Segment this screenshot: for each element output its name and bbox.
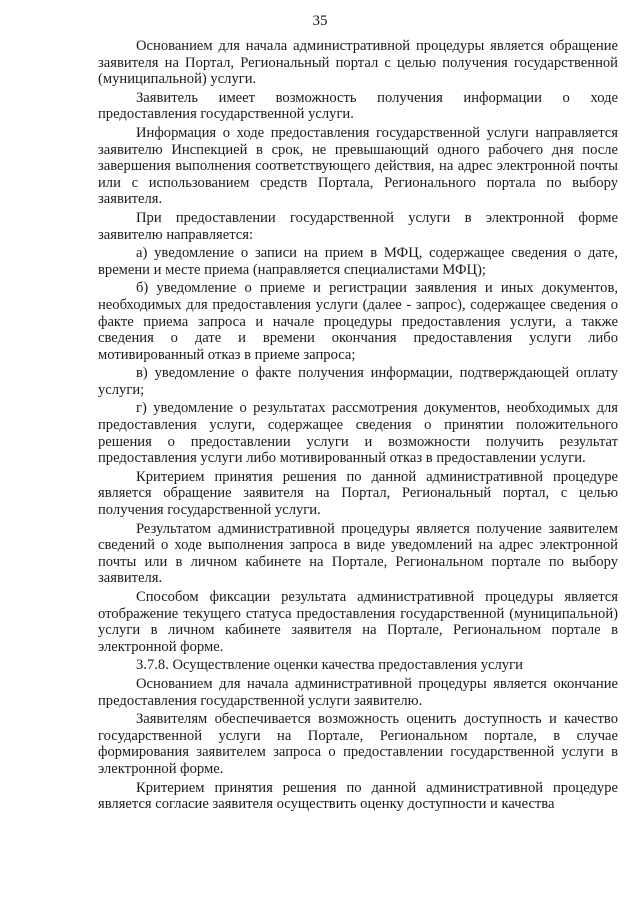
paragraph: Основанием для начала административной процедуры является обращение заявителя на Портал, Региональный портал с целью получения государственной (муниципальной) услуги. bbox=[98, 38, 618, 88]
list-item: в) уведомление о факте получения информации, подтверждающей оплату услуги; bbox=[98, 365, 618, 398]
list-item: г) уведомление о результатах рассмотрения документов, необходимых для предоставления услуги, содержащее сведения о принятии положительного решения о предоставлении услуги и возможности получить результат предоставления услуги либо мотивированный отказ в предоставлении услуги. bbox=[98, 400, 618, 467]
paragraph: Результатом административной процедуры является получение заявителем сведений о ходе выполнения запроса в виде уведомлений на адрес электронной почты или в личном кабинете на Портале, Региональном портале по выбору заявителя. bbox=[98, 520, 618, 587]
page-number: 35 bbox=[312, 13, 328, 29]
paragraph: Заявитель имеет возможность получения информации о ходе предоставления государственной услуги. bbox=[98, 89, 618, 123]
paragraph: Заявителям обеспечивается возможность оценить доступность и качество государственной услуги на Портале, Региональном портале, в случае формирования заявителем запроса о предоставлении государственной услуги в электронной форме. bbox=[98, 711, 618, 777]
list-item: б) уведомление о приеме и регистрации заявления и иных документов, необходимых для предоставления услуги (далее - запрос), содержащее сведения о факте приема запроса и начале процедуры предоставления услуги, а также сведения о дате и времени окончания предоставления услуги либо мотивированный отказ в приеме запроса; bbox=[98, 280, 618, 363]
document-body bbox=[98, 38, 618, 815]
list-item: а) уведомление о записи на прием в МФЦ, содержащее сведения о дате, времени и месте приема (направляется специалистами МФЦ); bbox=[98, 245, 618, 278]
section-heading: 3.7.8. Осуществление оценки качества предоставления услуги bbox=[136, 657, 523, 674]
paragraph: Критерием принятия решения по данной административной процедуре является обращение заявителя на Портал, Региональный портал, с целью получения государственной услуги. bbox=[98, 468, 618, 519]
paragraph: Критерием принятия решения по данной административной процедуре является согласие заявителя осуществить оценку доступности и качества bbox=[98, 779, 618, 813]
paragraph: Основанием для начала административной процедуры является окончание предоставления государственной услуги заявителю. bbox=[98, 675, 618, 709]
paragraph: При предоставлении государственной услуги в электронной форме заявителю направляется: bbox=[98, 209, 618, 243]
paragraph: Способом фиксации результата административной процедуры является отображение текущего статуса предоставления государственной (муниципальной) услуги в личном кабинете заявителя на Портале, Региональном портале в электронной форме. bbox=[98, 589, 618, 655]
paragraph: Информация о ходе предоставления государственной услуги направляется заявителю Инспекцией в срок, не превышающий одного рабочего дня после завершения выполнения соответствующего действия, на адрес электронной почты или с использованием средств Портала, Регионального портала по выбору заявителя. bbox=[98, 124, 618, 208]
